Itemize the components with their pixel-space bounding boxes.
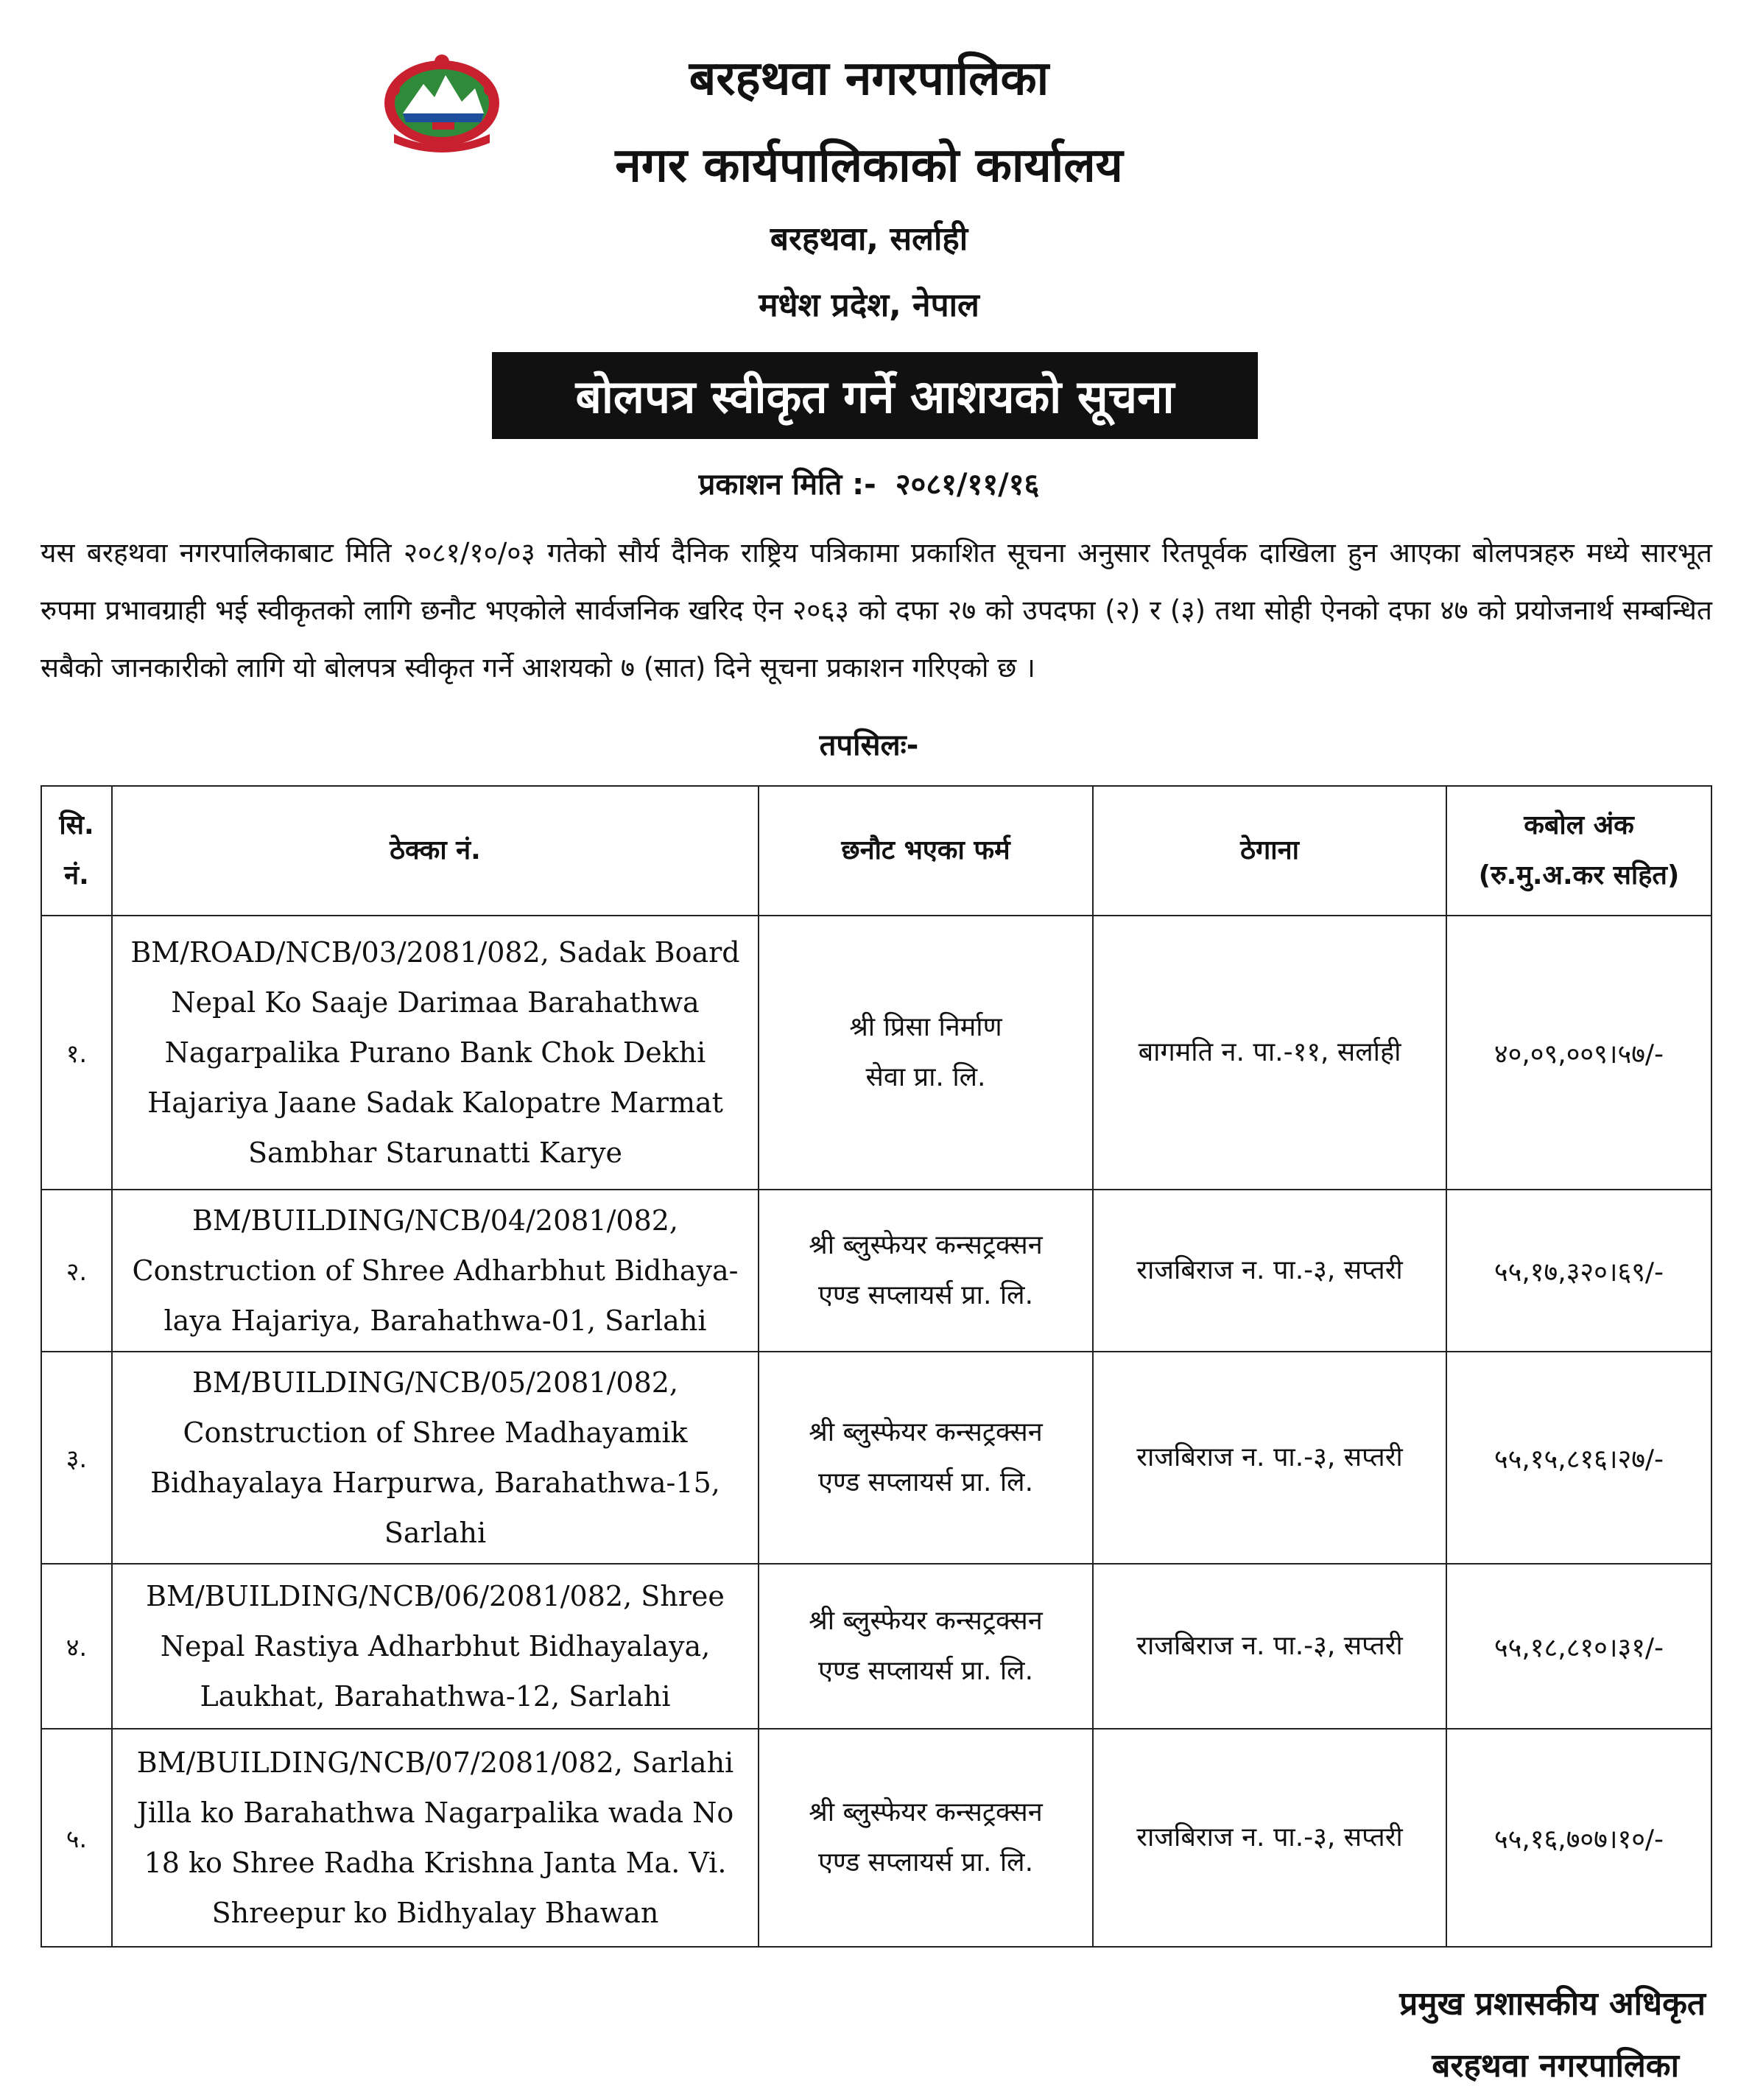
row-firm-line2: एण्ड सप्लायर्स प्रा. लि.	[817, 1280, 1034, 1310]
header-address: ठेगाना	[1093, 786, 1446, 916]
row-amount: ५५,१७,३२०।६९/-	[1446, 1190, 1711, 1352]
row-amount: ५५,१५,८१६।२७/-	[1446, 1352, 1711, 1564]
row-address: बागमति न. पा.-११, सर्लाही	[1093, 916, 1446, 1190]
row-sn: २.	[41, 1190, 112, 1352]
row-contract: BM/BUILDING/NCB/04/2081/082, Construction of Shree Adharbhut Bidhaya-laya Hajariya, Barahathwa-01, Sarlahi	[112, 1190, 759, 1352]
row-firm-line1: श्री ब्लुस्फेयर कन्सट्रक्सन	[809, 1797, 1043, 1827]
row-address: राजबिराज न. पा.-३, सप्तरी	[1093, 1190, 1446, 1352]
row-firm	[759, 1729, 1093, 1947]
header-sn-line2: नं.	[64, 860, 89, 891]
row-amount: ४०,०९,००९।५७/-	[1446, 916, 1711, 1190]
row-address: राजबिराज न. पा.-३, सप्तरी	[1093, 1729, 1446, 1947]
table-row	[41, 1729, 1711, 1947]
row-firm-line1: श्री ब्लुस्फेयर कन्सट्रक्सन	[809, 1417, 1043, 1447]
signatory-office: बरहथवा नगरपालिका	[1432, 2047, 1679, 2085]
row-firm-line1: श्री ब्लुस्फेयर कन्सट्रक्सन	[809, 1606, 1043, 1636]
row-firm-line2: एण्ड सप्लायर्स प्रा. लि.	[817, 1847, 1034, 1878]
row-sn: ५.	[41, 1729, 112, 1947]
row-firm	[759, 916, 1093, 1190]
signatory-title: प्रमुख प्रशासकीय अधिकृत	[1399, 1985, 1706, 2023]
row-firm	[759, 1190, 1093, 1352]
header-sn	[41, 786, 112, 916]
header-amount-line1: कबोल अंक	[1524, 810, 1634, 840]
notice-body: यस बरहथवा नगरपालिकाबाट मिति २०८१/१०/०३ गतेको सौर्य दैनिक राष्ट्रिय पत्रिकामा प्रकाशित सूचना अनुसार रितपूर्वक दाखिला हुन आएका बोलपत्रहरु मध्ये सारभूत रुपमा प्रभावग्राही भई स्वीकृतको लागि छनौट भएकोले सार्वजनिक खरिद ऐन २०६३ को दफा २७ को उपदफा (२) र (३) तथा सोही ऐनको दफा ४७ को प्रयोजनार्थ सम्बन्धित सबैको जानकारीको लागि यो बोलपत्र स्वीकृत गर्ने आशयको ७ (सात) दिने सूचना प्रकाशन गरिएको छ ।	[41, 537, 1712, 684]
header-amount	[1446, 786, 1711, 916]
row-firm-line1: श्री प्रिसा निर्माण	[849, 1012, 1002, 1042]
row-address: राजबिराज न. पा.-३, सप्तरी	[1093, 1352, 1446, 1564]
row-amount: ५५,१६,७०७।१०/-	[1446, 1729, 1711, 1947]
table-row	[41, 1190, 1711, 1352]
details-label: तपसिलः-	[819, 728, 919, 762]
row-address: राजबिराज न. पा.-३, सप्तरी	[1093, 1564, 1446, 1729]
notice-title: बोलपत्र स्वीकृत गर्ने आशयको सूचना	[492, 352, 1258, 439]
row-contract: BM/ROAD/NCB/03/2081/082, Sadak Board Nepal Ko Saaje Darimaa Barahathwa Nagarpalika Purano Bank Chok Dekhi Hajariya Jaane Sadak Kalopatre Marmat Sambhar Starunatti Karye	[112, 916, 759, 1190]
publish-date	[0, 463, 1738, 503]
province-country: मधेश प्रदेश, नेपाल	[759, 287, 979, 324]
row-amount: ५५,१८,८१०।३१/-	[1446, 1564, 1711, 1729]
row-firm-line2: सेवा प्रा. लि.	[865, 1062, 986, 1092]
row-firm	[759, 1564, 1093, 1729]
row-firm	[759, 1352, 1093, 1564]
contract-table	[41, 785, 1712, 1948]
row-sn: ४.	[41, 1564, 112, 1729]
table-row	[41, 1564, 1711, 1729]
row-firm-line1: श्री ब्लुस्फेयर कन्सट्रक्सन	[809, 1230, 1043, 1260]
office-location: बरहथवा, सर्लाही	[770, 220, 968, 258]
row-contract: BM/BUILDING/NCB/07/2081/082, Sarlahi Jilla ko Barahathwa Nagarpalika wada No 18 ko Shree Radha Krishna Janta Ma. Vi. Shreepur ko Bidhyalay Bhawan	[112, 1729, 759, 1947]
row-firm-line2: एण्ड सप्लायर्स प्रा. लि.	[817, 1467, 1034, 1497]
header-sn-line1: सि.	[59, 810, 94, 840]
row-contract: BM/BUILDING/NCB/06/2081/082, Shree Nepal Rastiya Adharbhut Bidhayalaya, Laukhat, Barahathwa-12, Sarlahi	[112, 1564, 759, 1729]
header-amount-line2: (रु.मु.अ.कर सहित)	[1478, 860, 1680, 891]
office-name: नगर कार्यपालिकाको कार्यालय	[615, 138, 1123, 193]
table-row	[41, 1352, 1711, 1564]
publish-date-label: प्रकाशन मिति :-	[698, 468, 876, 502]
header-firm: छनौट भएका फर्म	[759, 786, 1093, 916]
publish-date-value: २०८१/११/१६	[895, 468, 1040, 502]
table-header-row	[41, 786, 1711, 916]
header-contract: ठेक्का नं.	[112, 786, 759, 916]
row-sn: ३.	[41, 1352, 112, 1564]
row-contract: BM/BUILDING/NCB/05/2081/082, Construction of Shree Madhayamik Bidhayalaya Harpurwa, Barahathwa-15, Sarlahi	[112, 1352, 759, 1564]
row-sn: १.	[41, 916, 112, 1190]
row-firm-line2: एण्ड सप्लायर्स प्रा. लि.	[817, 1656, 1034, 1686]
municipality-name: बरहथवा नगरपालिका	[689, 52, 1049, 106]
table-row	[41, 916, 1711, 1190]
